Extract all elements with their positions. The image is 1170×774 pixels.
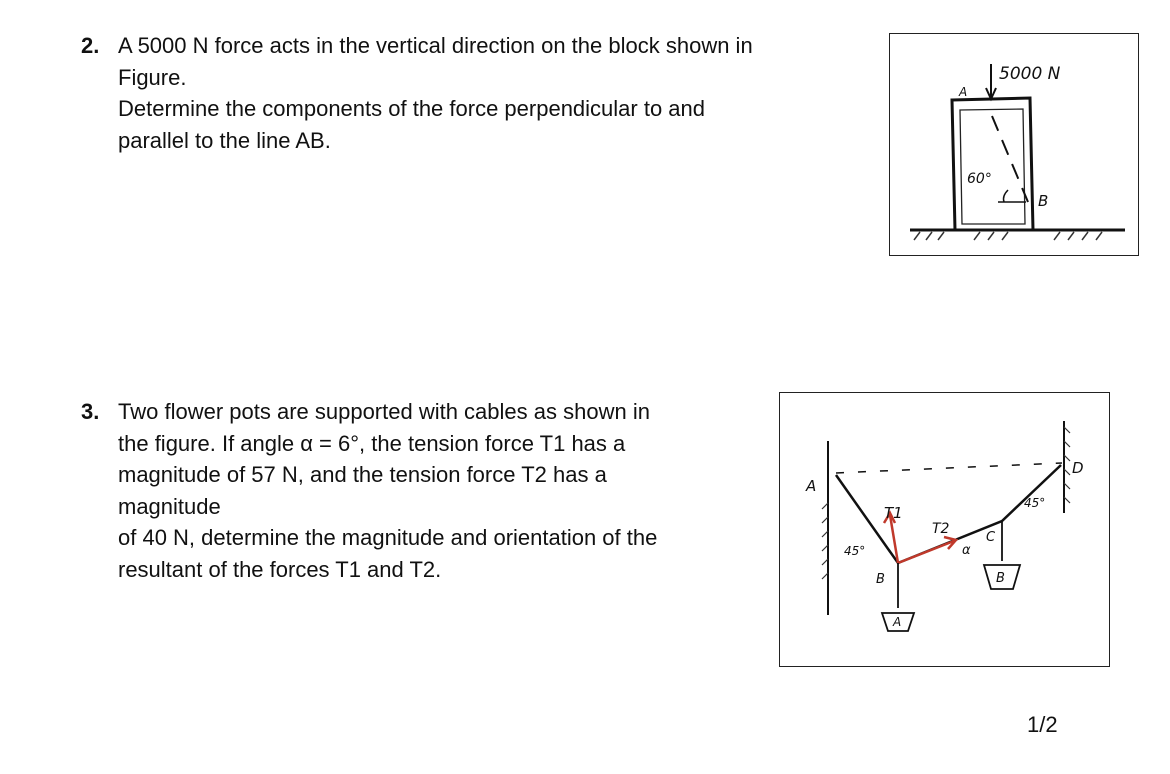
point-d-label: D xyxy=(1072,459,1084,477)
pot-b-label: B xyxy=(996,571,1005,586)
problem-2-line: A 5000 N force acts in the vertical direction on the block shown in xyxy=(118,33,753,58)
point-a-label: A xyxy=(806,477,817,495)
flower-pots-figure xyxy=(779,392,1110,667)
tension-2-label: T2 xyxy=(932,521,950,537)
block-diagram xyxy=(890,34,1140,257)
tension-1-label: T1 xyxy=(884,504,903,522)
problem-3-text xyxy=(118,396,657,585)
point-c-label: C xyxy=(986,530,996,545)
angle-label: 60° xyxy=(967,171,992,187)
tension-2-vector xyxy=(898,541,954,563)
problem-3-line: Two flower pots are supported with cables as shown in xyxy=(118,399,650,424)
alpha-angle-label: α xyxy=(962,543,971,558)
reference-line xyxy=(836,463,1062,473)
problem-3-line: magnitude of 57 N, and the tension force T2 has a xyxy=(118,462,607,487)
problem-3-line: the figure. If angle α = 6°, the tension force T1 has a xyxy=(118,430,626,456)
page-number: 1/2 xyxy=(1027,712,1058,737)
problem-3-line: magnitude xyxy=(118,493,221,519)
line-ab xyxy=(992,116,1028,202)
pot-a-label: A xyxy=(893,615,902,629)
problem-3-line: resultant of the forces T1 and T2. xyxy=(118,556,442,582)
ground-hatching xyxy=(914,232,1102,240)
point-b-label: B xyxy=(876,572,885,587)
right-angle-label: 45° xyxy=(1024,496,1046,510)
problem-3-number: 3. xyxy=(81,399,100,424)
block-inner-outline xyxy=(960,109,1025,224)
left-angle-label: 45° xyxy=(844,544,866,558)
problem-2-line: Determine the components of the force perpendicular to and xyxy=(118,96,706,121)
angle-arc xyxy=(1004,190,1009,202)
problem-3-line: of 40 N, determine the magnitude and orientation of the xyxy=(118,525,658,550)
problem-2-line: parallel to the line AB. xyxy=(118,127,331,153)
block-figure xyxy=(889,33,1139,256)
problem-2-number: 2. xyxy=(81,33,100,58)
problem-2-text xyxy=(118,30,753,156)
force-label: 5000 N xyxy=(999,64,1061,84)
cable-diagram xyxy=(780,393,1111,668)
point-a-label: A xyxy=(959,85,968,99)
point-b-label: B xyxy=(1038,192,1049,210)
problem-2-line: Figure. xyxy=(118,64,187,90)
